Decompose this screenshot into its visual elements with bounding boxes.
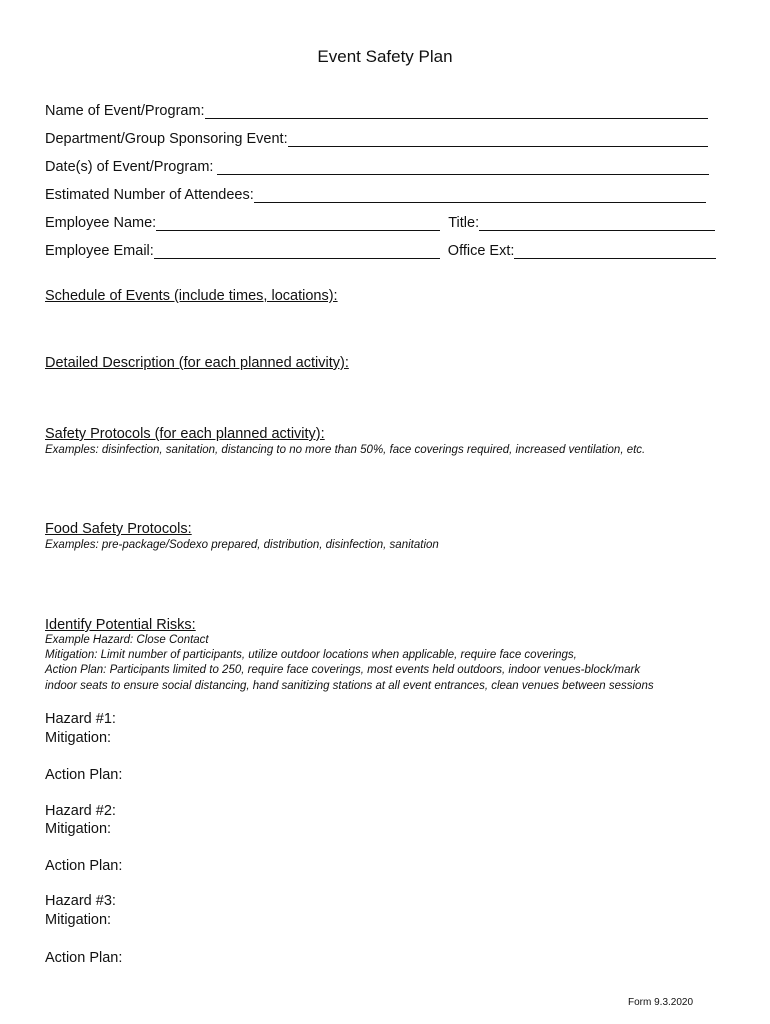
employee-name-field[interactable] xyxy=(156,216,440,231)
description-heading: Detailed Description (for each planned activity): xyxy=(45,355,349,371)
office-ext-field[interactable] xyxy=(514,244,716,259)
hazard-1-label: Hazard #1: xyxy=(45,711,116,727)
action-plan-3-label: Action Plan: xyxy=(45,950,123,966)
risks-heading: Identify Potential Risks: xyxy=(45,617,196,633)
attendees-field[interactable] xyxy=(254,188,706,203)
event-name-label: Name of Event/Program: xyxy=(45,103,205,119)
food-examples: Examples: pre-package/Sodexo prepared, distribution, disinfection, sanitation xyxy=(45,539,439,551)
page-title: Event Safety Plan xyxy=(317,47,453,66)
department-row xyxy=(45,127,708,147)
title-field[interactable] xyxy=(479,216,715,231)
office-ext-label: Office Ext: xyxy=(447,243,515,259)
employee-email-row xyxy=(45,239,716,259)
employee-email-label: Employee Email: xyxy=(45,243,154,259)
risk-example-action-2: indoor seats to ensure social distancing, hand sanitizing stations at all event entrances, clean venues between sessions xyxy=(45,680,654,692)
mitigation-2-label: Mitigation: xyxy=(45,821,112,837)
employee-email-field[interactable] xyxy=(154,244,440,259)
form-version: Form 9.3.2020 xyxy=(628,997,694,1008)
safety-heading: Safety Protocols (for each planned activity): xyxy=(45,426,325,442)
risk-example-hazard: Example Hazard: Close Contact xyxy=(45,634,209,646)
schedule-heading: Schedule of Events (include times, locations): xyxy=(45,288,338,304)
risk-example-mitigation: Mitigation: Limit number of participants, utilize outdoor locations when applicable, require face coverings, xyxy=(45,649,577,661)
department-field[interactable] xyxy=(288,132,708,147)
hazard-2-label: Hazard #2: xyxy=(45,803,116,819)
dates-field[interactable] xyxy=(217,160,709,175)
event-name-field[interactable] xyxy=(205,104,708,119)
dates-row xyxy=(45,155,709,175)
employee-name-row xyxy=(45,211,715,231)
dates-label: Date(s) of Event/Program: xyxy=(45,159,214,175)
action-plan-1-label: Action Plan: xyxy=(45,767,123,783)
attendees-row xyxy=(45,183,706,203)
mitigation-3-label: Mitigation: xyxy=(45,912,112,928)
attendees-label: Estimated Number of Attendees: xyxy=(45,187,254,203)
mitigation-1-label: Mitigation: xyxy=(45,730,112,746)
hazard-3-label: Hazard #3: xyxy=(45,893,116,909)
safety-examples: Examples: disinfection, sanitation, distancing to no more than 50%, face coverings required, increased ventilation, etc. xyxy=(45,444,646,456)
title-label: Title: xyxy=(448,215,480,231)
risk-example-action-1: Action Plan: Participants limited to 250, require face coverings, most events held outdoors, indoor venues-block/mark xyxy=(45,664,641,676)
event-name-row xyxy=(45,99,708,119)
action-plan-2-label: Action Plan: xyxy=(45,858,123,874)
food-heading: Food Safety Protocols: xyxy=(45,521,192,537)
department-label: Department/Group Sponsoring Event: xyxy=(45,131,288,147)
employee-name-label: Employee Name: xyxy=(45,215,157,231)
